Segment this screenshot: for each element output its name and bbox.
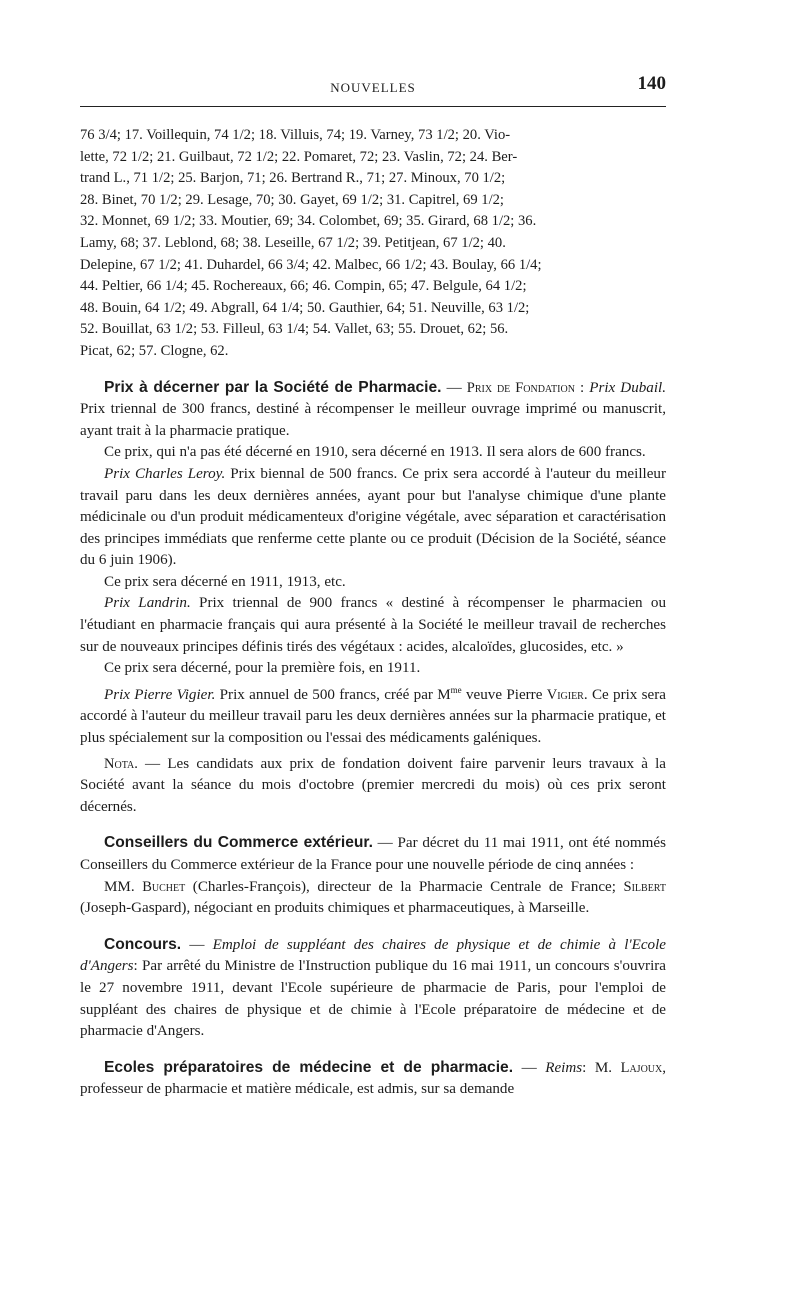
- prix-vigier-text: veuve Pierre: [461, 686, 547, 703]
- prix-landrin-note: Ce prix sera décerné, pour la première fois, en 1911.: [104, 660, 421, 677]
- prix-vigier: [80, 680, 666, 750]
- ranking-line: 32. Monnet, 69 1/2; 33. Moutier, 69; 34. Colombet, 69; 35. Girard, 68 1/2; 36.: [80, 213, 537, 230]
- concours-body: : Par arrêté du Ministre de l'Instruction publique du 16 mai 1911, un concours s'ouvrira le 27 novembre 1911, devant l'Ecole supérieure de pharmacie de Paris, pour l'emploi de suppléant des chaires de physique et de chimie à l'Ecole préparatoire de médecine et de pharmacie d'Angers.: [80, 958, 666, 1040]
- ranking-line: 52. Bouillat, 63 1/2; 53. Filleul, 63 1/4; 54. Vallet, 63; 55. Drouet, 62; 56.: [80, 321, 509, 338]
- ranking-line: 44. Peltier, 66 1/4; 45. Rochereaux, 66; 46. Compin, 65; 47. Belgule, 64 1/2;: [80, 278, 527, 295]
- prix-leroy-text: Prix biennal de 500 francs. Ce prix sera accordé à l'auteur du meilleur travail paru dans les deux dernières années, ayant pour but l'analyse chimique d'une plante médicinale ou d'un produit médicamenteux d'origine végétale, avec séparation et caractérisation des principes immédiats que renferme cette plante ou ce produit (Décision de la Société, séance du 6 juin 1906).: [80, 465, 666, 569]
- page-number: 140: [637, 73, 666, 94]
- ecoles-text: [80, 1057, 666, 1101]
- dash: —: [513, 1059, 546, 1076]
- section-conseillers: [80, 832, 666, 919]
- ranking-line: Picat, 62; 57. Clogne, 62.: [80, 342, 229, 359]
- header-rule: [80, 106, 666, 107]
- ecoles-body: , professeur de pharmacie et matière médicale, est admis, sur sa demande: [80, 1059, 667, 1098]
- running-title: NOUVELLES: [330, 80, 416, 95]
- conseillers-intro: [80, 832, 666, 876]
- prix-landrin-name: Prix Landrin.: [104, 595, 191, 612]
- section-ecoles: [80, 1057, 666, 1101]
- ranking-line: Delepine, 67 1/2; 41. Duhardel, 66 3/4; 42. Malbec, 66 1/2; 43. Boulay, 66 1/4;: [80, 256, 542, 273]
- ranking-line: Lamy, 68; 37. Leblond, 68; 38. Leseille, 67 1/2; 39. Petitjean, 67 1/2; 40.: [80, 234, 506, 251]
- prix-fondation-label: Prix de Fondation: [466, 379, 575, 396]
- ranking-line: trand L., 71 1/2; 25. Barjon, 71; 26. Bertrand R., 71; 27. Minoux, 70 1/2;: [80, 170, 506, 187]
- dash: —: [181, 936, 213, 953]
- section-prix: [80, 377, 666, 819]
- mm: MM.: [104, 878, 143, 895]
- section-concours: [80, 934, 666, 1043]
- prix-landrin-text: Prix triennal de 900 francs « destiné à récompenser le pharmacien ou l'étudiant en pharmacie français qui aura présenté à la Société le meilleur travail de recherches sur de nouveaux principes définis tirés des végétaux : acides, alcaloïdes, glucosides, etc. »: [80, 595, 667, 655]
- colon: :: [574, 379, 590, 396]
- ecoles-body: : M.: [582, 1059, 621, 1076]
- prix-intro: [80, 377, 666, 443]
- concours-title: Emploi de suppléant des chaires de physique et de chimie à l'Ecole d'Angers: [80, 936, 667, 975]
- concours-text: [80, 934, 666, 1043]
- person-details: (Charles-François), directeur de la Pharmacie Centrale de France;: [185, 878, 624, 895]
- ranking-line: 76 3/4; 17. Voillequin, 74 1/2; 18. Villuis, 74; 19. Varney, 73 1/2; 20. Vio-: [80, 127, 511, 143]
- ranking-list: [80, 125, 666, 363]
- section-heading: Prix à décerner par la Société de Pharmacie.: [104, 378, 442, 396]
- person-name: Buchet: [142, 878, 186, 895]
- conseillers-names: [80, 877, 666, 920]
- person-details: (Joseph-Gaspard), négociant en produits chimiques et pharmaceutiques, à Marseille.: [80, 900, 590, 917]
- nota-text: — Les candidats aux prix de fondation doivent faire parvenir leurs travaux à la Société avant la séance du mois d'octobre (premier mercredi du mois) où ces prix seront décernés.: [80, 755, 666, 815]
- ranking-line: 28. Binet, 70 1/2; 29. Lesage, 70; 30. Gayet, 69 1/2; 31. Capitrel, 69 1/2;: [80, 191, 504, 208]
- page: [80, 72, 666, 1101]
- superscript: me: [450, 684, 462, 695]
- prix-vigier-name: Prix Pierre Vigier.: [104, 686, 216, 703]
- section-heading: Ecoles préparatoires de médecine et de pharmacie.: [104, 1058, 514, 1076]
- conseillers-text: — Par décret du 11 mai 1911, ont été nommés Conseillers du Commerce extérieur de la France pour une nouvelle période de cinq années :: [80, 835, 666, 874]
- ranking-line: 48. Bouin, 64 1/2; 49. Abgrall, 64 1/4; 50. Gauthier, 64; 51. Neuville, 63 1/2;: [80, 299, 530, 316]
- ranking-line: lette, 72 1/2; 21. Guilbaut, 72 1/2; 22. Pomaret, 72; 23. Vaslin, 72; 24. Ber-: [80, 148, 518, 165]
- section-heading: Conseillers du Commerce extérieur.: [104, 834, 373, 852]
- prix-vigier-text: . Ce prix sera accordé à l'auteur du meilleur travail paru les deux dernières années sur la pharmacie pratique, et plus spécialement sur la composition ou l'essai des médicaments galéniques.: [80, 686, 666, 747]
- person-name: Lajoux: [620, 1059, 663, 1076]
- prix-leroy-note: Ce prix sera décerné en 1911, 1913, etc.: [104, 573, 346, 590]
- nota-label: Nota.: [104, 755, 138, 772]
- prix-leroy: [80, 464, 666, 572]
- dash: —: [441, 379, 467, 396]
- nota: [80, 754, 666, 819]
- prix-dubail-text: Prix triennal de 300 francs, destiné à récompenser le meilleur ouvrage imprimé ou manuscrit, ayant trait à la pharmacie pratique.: [80, 401, 666, 439]
- prix-dubail-name: Prix Dubail.: [589, 379, 666, 396]
- section-heading: Concours.: [104, 935, 182, 953]
- person-name: Silbert: [623, 878, 666, 895]
- prix-landrin: [80, 593, 666, 658]
- prix-leroy-name: Prix Charles Leroy.: [104, 465, 226, 482]
- place-name: Reims: [545, 1059, 583, 1076]
- prix-vigier-text: Prix annuel de 500 francs, créé par M: [215, 686, 451, 703]
- running-head: [80, 72, 666, 102]
- page-body: [80, 125, 666, 1101]
- prix-dubail-note: Ce prix, qui n'a pas été décerné en 1910, sera décerné en 1913. Il sera alors de 600 francs.: [104, 444, 646, 461]
- vigier-name-sc: Vigier: [546, 686, 584, 703]
